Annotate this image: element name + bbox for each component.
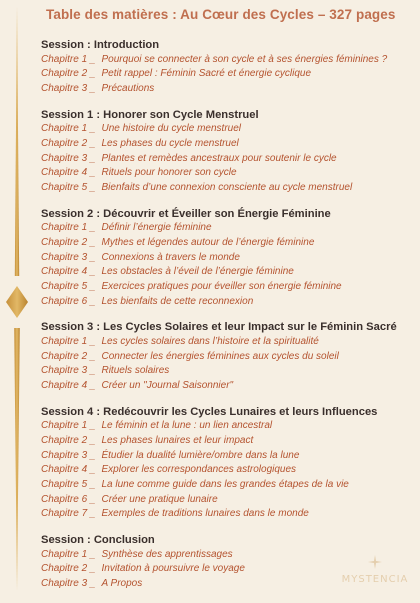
chapter-number: Chapitre 1 _ <box>41 420 96 432</box>
chapter-entry[interactable] <box>41 419 416 434</box>
chapter-title: Explorer les correspondances astrologiques <box>101 464 297 476</box>
chapter-number: Chapitre 1 _ <box>41 548 96 560</box>
chapter-number: Chapitre 3 _ <box>41 82 96 94</box>
toc-section <box>41 207 416 310</box>
chapter-title: Les cycles solaires dans l’histoire et la spiritualité <box>101 335 319 347</box>
chapter-entry[interactable] <box>41 137 416 152</box>
chapter-entry[interactable] <box>41 434 416 449</box>
chapter-number: Chapitre 4 _ <box>41 379 96 391</box>
chapter-entry[interactable] <box>41 152 416 167</box>
chapter-entry[interactable] <box>41 181 416 196</box>
chapter-number: Chapitre 2 _ <box>41 434 96 446</box>
chapter-title: Créer un "Journal Saisonnier" <box>101 379 234 391</box>
chapter-number: Chapitre 2 _ <box>41 68 96 80</box>
chapter-number: Chapitre 3 _ <box>41 365 96 377</box>
chapter-entry[interactable] <box>41 335 416 350</box>
chapter-entry[interactable] <box>41 251 416 266</box>
chapter-title: Définir l’énergie féminine <box>101 222 212 234</box>
chapter-title: Les bienfaits de cette reconnexion <box>101 295 254 307</box>
chapter-title: Précautions <box>101 82 155 94</box>
chapter-number: Chapitre 2 _ <box>41 350 96 362</box>
decorative-vertical-ornament <box>6 6 28 591</box>
chapter-title: Rituels pour honorer son cycle <box>101 167 237 179</box>
chapter-title: Exemples de traditions lunaires dans le monde <box>101 508 309 520</box>
chapter-entry[interactable] <box>41 236 416 251</box>
chapter-number: Chapitre 5 _ <box>41 181 96 193</box>
brand-name: MYSTENCIA <box>341 574 409 585</box>
chapter-title: Plantes et remèdes ancestraux pour soutenir le cycle <box>101 152 337 164</box>
chapter-entry[interactable] <box>41 364 416 379</box>
page-title: Table des matières : Au Cœur des Cycles – 327 pages <box>46 7 396 22</box>
chapter-entry[interactable] <box>41 478 416 493</box>
chapter-number: Chapitre 2 _ <box>41 137 96 149</box>
chapter-title: Le féminin et la lune : un lien ancestral <box>101 420 273 432</box>
chapter-entry[interactable] <box>41 265 416 280</box>
chapter-title: Invitation à poursuivre le voyage <box>101 563 245 575</box>
chapter-number: Chapitre 2 _ <box>41 563 96 575</box>
chapter-number: Chapitre 1 _ <box>41 222 96 234</box>
chapter-number: Chapitre 4 _ <box>41 167 96 179</box>
toc-section <box>41 320 416 393</box>
chapter-title: Mythes et légendes autour de l’énergie féminine <box>101 236 315 248</box>
session-heading: Session 1 : Honorer son Cycle Menstruel <box>41 108 259 121</box>
session-heading: Session : Introduction <box>41 39 160 51</box>
chapter-number: Chapitre 6 _ <box>41 493 96 505</box>
chapter-entry[interactable] <box>41 67 416 82</box>
chapter-entry[interactable] <box>41 280 416 295</box>
session-heading: Session 2 : Découvrir et Éveiller son Énergie Féminine <box>41 207 331 220</box>
chapter-entry[interactable] <box>41 295 416 310</box>
chapter-number: Chapitre 6 _ <box>41 295 96 307</box>
chapter-number: Chapitre 4 _ <box>41 266 96 278</box>
chapter-title: Petit rappel : Féminin Sacré et énergie cyclique <box>101 68 312 80</box>
chapter-title: Exercices pratiques pour éveiller son énergie féminine <box>101 280 342 292</box>
chapter-title: A Propos <box>101 577 143 589</box>
chapter-number: Chapitre 1 _ <box>41 335 96 347</box>
sparkle-icon <box>368 555 382 569</box>
chapter-entry[interactable] <box>41 122 416 137</box>
chapter-title: Connexions à travers le monde <box>101 251 240 263</box>
session-heading: Session : Conclusion <box>41 534 155 547</box>
chapter-entry[interactable] <box>41 82 416 97</box>
chapter-number: Chapitre 4 _ <box>41 464 96 476</box>
chapter-number: Chapitre 1 _ <box>41 53 96 65</box>
chapter-entry[interactable] <box>41 507 416 522</box>
session-heading: Session 3 : Les Cycles Solaires et leur Impact sur le Féminin Sacré <box>41 321 397 334</box>
chapter-number: Chapitre 5 _ <box>41 478 96 490</box>
chapter-title: Les phases du cycle menstruel <box>101 137 239 149</box>
chapter-title: Les phases lunaires et leur impact <box>101 434 254 446</box>
chapter-entry[interactable] <box>41 350 416 365</box>
chapter-entry[interactable] <box>41 493 416 508</box>
chapter-number: Chapitre 3 _ <box>41 152 96 164</box>
brand-logo <box>340 555 410 585</box>
toc-section <box>41 108 416 196</box>
chapter-number: Chapitre 3 _ <box>41 449 96 461</box>
chapter-entry[interactable] <box>41 463 416 478</box>
chapter-title: Pourquoi se connecter à son cycle et à ses énergies féminines ? <box>101 53 388 65</box>
chapter-title: Rituels solaires <box>101 365 170 377</box>
chapter-entry[interactable] <box>41 53 416 68</box>
chapter-number: Chapitre 2 _ <box>41 236 96 248</box>
chapter-title: Créer une pratique lunaire <box>101 493 218 505</box>
table-of-contents <box>41 38 416 603</box>
chapter-number: Chapitre 3 _ <box>41 577 96 589</box>
chapter-title: La lune comme guide dans les grandes étapes de la vie <box>101 478 349 490</box>
chapter-title: Étudier la dualité lumière/ombre dans la lune <box>101 449 300 461</box>
chapter-number: Chapitre 7 _ <box>41 508 96 520</box>
chapter-title: Une histoire du cycle menstruel <box>101 123 241 135</box>
chapter-title: Synthèse des apprentissages <box>101 548 233 560</box>
chapter-title: Les obstacles à l’éveil de l’énergie féminine <box>101 266 294 278</box>
chapter-number: Chapitre 1 _ <box>41 123 96 135</box>
chapter-title: Connecter les énergies féminines aux cycles du soleil <box>101 350 339 362</box>
session-heading: Session 4 : Redécouvrir les Cycles Lunaires et leurs Influences <box>41 405 378 418</box>
chapter-entry[interactable] <box>41 449 416 464</box>
chapter-number: Chapitre 5 _ <box>41 280 96 292</box>
chapter-number: Chapitre 3 _ <box>41 251 96 263</box>
chapter-title: Bienfaits d’une connexion consciente au cycle menstruel <box>101 181 353 193</box>
chapter-entry[interactable] <box>41 221 416 236</box>
chapter-entry[interactable] <box>41 379 416 394</box>
toc-section <box>41 405 416 522</box>
toc-section <box>41 38 416 97</box>
chapter-entry[interactable] <box>41 166 416 181</box>
